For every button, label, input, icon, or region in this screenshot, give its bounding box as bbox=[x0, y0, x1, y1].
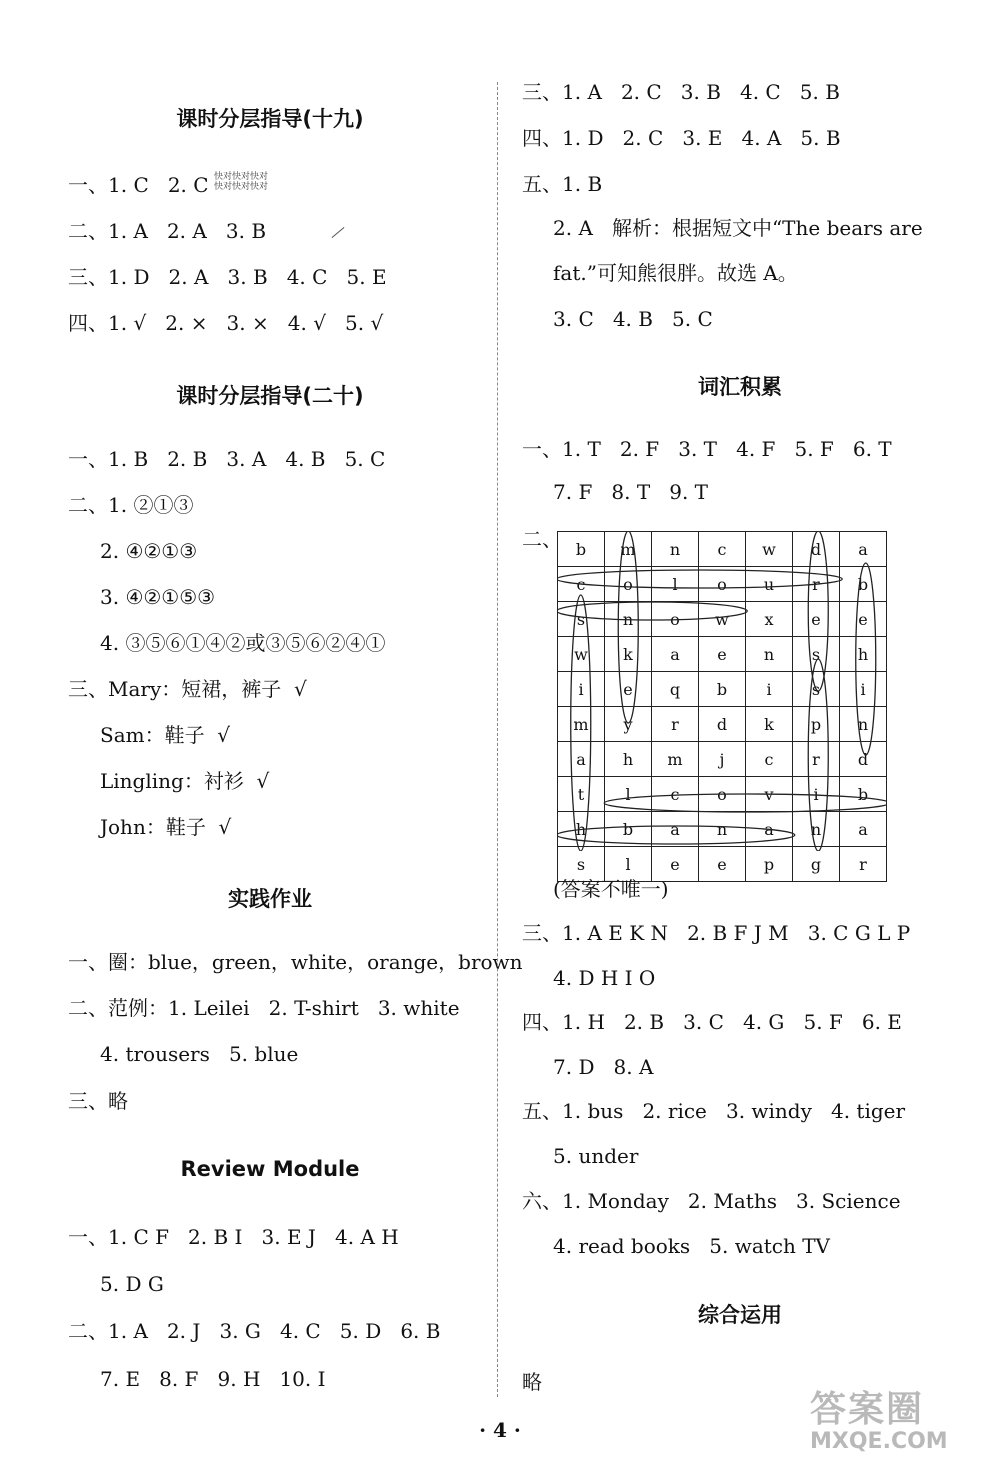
grid-cell: p bbox=[793, 707, 840, 742]
grid-cell: r bbox=[793, 567, 840, 602]
grid-cell: w bbox=[746, 532, 793, 567]
grid-cell: y bbox=[605, 707, 652, 742]
grid-cell: c bbox=[699, 532, 746, 567]
answer-line: 4. trousers 5. blue bbox=[100, 1042, 299, 1066]
heading-lesson-19: 课时分层指导(十九) bbox=[176, 107, 364, 131]
grid-cell: m bbox=[652, 742, 699, 777]
answer-line: 四、1. D 2. C 3. E 4. A 5. B bbox=[522, 126, 841, 150]
answer-line: 7. F 8. T 9. T bbox=[553, 480, 709, 504]
answer-line: 一、1. C 2. C bbox=[68, 173, 209, 197]
grid-cell: w bbox=[558, 637, 605, 672]
answer-line: 四、1. √ 2. × 3. × 4. √ 5. √ bbox=[68, 311, 384, 335]
heading-comprehensive: 综合运用 bbox=[698, 1303, 782, 1327]
grid-cell: e bbox=[699, 637, 746, 672]
grid-cell: d bbox=[840, 742, 887, 777]
grid-cell: w bbox=[699, 602, 746, 637]
answer-line: 一、1. C F 2. B I 3. E J 4. A H bbox=[68, 1225, 399, 1249]
answer-line: 2. A 解析：根据短文中“The bears are bbox=[553, 216, 923, 240]
grid-row bbox=[558, 672, 887, 707]
grid-cell: c bbox=[652, 777, 699, 812]
grid-cell: a bbox=[840, 812, 887, 847]
grid-cell: k bbox=[605, 637, 652, 672]
answer-line: 五、1. bus 2. rice 3. windy 4. tiger bbox=[522, 1099, 906, 1123]
grid-cell: o bbox=[699, 567, 746, 602]
answer-line: 三、1. A E K N 2. B F J M 3. C G L P bbox=[522, 921, 911, 945]
grid-cell: l bbox=[605, 777, 652, 812]
heading-lesson-20: 课时分层指导(二十) bbox=[176, 384, 364, 408]
grid-cell: j bbox=[699, 742, 746, 777]
grid-cell: n bbox=[746, 637, 793, 672]
grid-cell: s bbox=[558, 847, 605, 882]
grid-cell: r bbox=[793, 742, 840, 777]
answer-line: 略 bbox=[522, 1370, 542, 1394]
answer-line: 3. ④②①⑤③ bbox=[100, 585, 216, 609]
grid-cell: l bbox=[605, 847, 652, 882]
grid-cell: q bbox=[652, 672, 699, 707]
grid-row bbox=[558, 742, 887, 777]
grid-cell: s bbox=[793, 637, 840, 672]
grid-cell: o bbox=[699, 777, 746, 812]
watermark-url: MXQE.COM bbox=[810, 1429, 948, 1454]
grid-cell: r bbox=[652, 707, 699, 742]
grid-cell: n bbox=[699, 812, 746, 847]
grid-cell: d bbox=[793, 532, 840, 567]
grid-cell: m bbox=[558, 707, 605, 742]
grid-row bbox=[558, 812, 887, 847]
grid-cell: d bbox=[699, 707, 746, 742]
answer-note: (答案不唯一) bbox=[553, 877, 669, 901]
grid-cell: e bbox=[699, 847, 746, 882]
heading-practice: 实践作业 bbox=[228, 887, 312, 911]
answer-line: 3. C 4. B 5. C bbox=[553, 307, 713, 331]
page-number: · 4 · bbox=[479, 1418, 521, 1442]
answer-line: fat.”可知熊很胖。故选 A。 bbox=[553, 261, 798, 285]
grid-cell: s bbox=[558, 602, 605, 637]
grid-cell: h bbox=[605, 742, 652, 777]
grid-cell: r bbox=[840, 847, 887, 882]
grid-cell: e bbox=[652, 847, 699, 882]
answer-line: 4. read books 5. watch TV bbox=[553, 1234, 831, 1258]
grid-cell: t bbox=[558, 777, 605, 812]
answer-line: 二、1. A 2. A 3. B bbox=[68, 219, 267, 243]
heading-review-module: Review Module bbox=[180, 1157, 360, 1181]
answer-line: 一、圈：blue，green，white，orange，brown bbox=[68, 950, 523, 974]
grid-cell: b bbox=[840, 777, 887, 812]
grid-cell: m bbox=[605, 532, 652, 567]
grid-cell: o bbox=[652, 602, 699, 637]
answer-line: 一、1. B 2. B 3. A 4. B 5. C bbox=[68, 447, 386, 471]
answer-line: 5. under bbox=[553, 1144, 639, 1168]
answer-line: 二、1. A 2. J 3. G 4. C 5. D 6. B bbox=[68, 1319, 441, 1343]
grid-cell: e bbox=[840, 602, 887, 637]
watermark-logo bbox=[810, 1390, 990, 1456]
word-search-table bbox=[557, 531, 887, 882]
answer-line: 二、 bbox=[522, 527, 562, 551]
grid-cell: b bbox=[605, 812, 652, 847]
answer-line: Sam：鞋子 √ bbox=[100, 723, 231, 747]
grid-cell: e bbox=[605, 672, 652, 707]
grid-row bbox=[558, 567, 887, 602]
answer-line: 4. D H I O bbox=[553, 966, 656, 990]
grid-cell: i bbox=[746, 672, 793, 707]
grid-row bbox=[558, 707, 887, 742]
grid-cell: x bbox=[746, 602, 793, 637]
answer-line: 4. ③⑤⑥①④②或③⑤⑥②④① bbox=[100, 631, 386, 655]
grid-cell: a bbox=[840, 532, 887, 567]
grid-cell: n bbox=[840, 707, 887, 742]
pen-mark bbox=[332, 227, 345, 238]
answer-line: 5. D G bbox=[100, 1272, 164, 1296]
answer-line: 五、1. B bbox=[522, 172, 603, 196]
grid-cell: b bbox=[699, 672, 746, 707]
heading-vocabulary: 词汇积累 bbox=[698, 375, 782, 399]
grid-cell: s bbox=[793, 672, 840, 707]
answer-line: 7. D 8. A bbox=[553, 1055, 654, 1079]
grid-cell: e bbox=[793, 602, 840, 637]
grid-cell: g bbox=[793, 847, 840, 882]
grid-cell: c bbox=[558, 567, 605, 602]
answer-line: John：鞋子 √ bbox=[100, 815, 232, 839]
grid-row bbox=[558, 532, 887, 567]
answer-line: 二、1. ②①③ bbox=[68, 493, 194, 517]
grid-cell: b bbox=[840, 567, 887, 602]
grid-cell: i bbox=[558, 672, 605, 707]
grid-cell: v bbox=[746, 777, 793, 812]
grid-cell: h bbox=[558, 812, 605, 847]
answer-line: 三、1. A 2. C 3. B 4. C 5. B bbox=[522, 80, 840, 104]
answer-line: Lingling：衬衫 √ bbox=[100, 769, 270, 793]
answer-line: 三、1. D 2. A 3. B 4. C 5. E bbox=[68, 265, 387, 289]
grid-row bbox=[558, 777, 887, 812]
grid-cell: h bbox=[840, 637, 887, 672]
grid-cell: i bbox=[840, 672, 887, 707]
grid-cell: l bbox=[652, 567, 699, 602]
answer-line: 六、1. Monday 2. Maths 3. Science bbox=[522, 1189, 901, 1213]
answer-line: 三、Mary：短裙，裤子 √ bbox=[68, 677, 307, 701]
grid-cell: n bbox=[793, 812, 840, 847]
grid-cell: a bbox=[652, 812, 699, 847]
watermark-text: 答案圈 bbox=[810, 1389, 925, 1430]
answer-line: 二、范例：1. Leilei 2. T-shirt 3. white bbox=[68, 996, 460, 1020]
answer-line: 7. E 8. F 9. H 10. I bbox=[100, 1367, 326, 1391]
grid-cell: n bbox=[605, 602, 652, 637]
column-divider bbox=[497, 82, 498, 1397]
grid-cell: u bbox=[746, 567, 793, 602]
answer-line: 三、略 bbox=[68, 1089, 128, 1113]
grid-cell: a bbox=[746, 812, 793, 847]
grid-cell: c bbox=[746, 742, 793, 777]
grid-row bbox=[558, 602, 887, 637]
grid-cell: a bbox=[652, 637, 699, 672]
answer-line: 一、1. T 2. F 3. T 4. F 5. F 6. T bbox=[522, 437, 892, 461]
grid-cell: p bbox=[746, 847, 793, 882]
grid-cell: a bbox=[558, 742, 605, 777]
grid-cell: b bbox=[558, 532, 605, 567]
word-search-grid bbox=[557, 531, 887, 882]
grid-cell: n bbox=[652, 532, 699, 567]
answer-line: 2. ④②①③ bbox=[100, 539, 198, 563]
grid-row bbox=[558, 637, 887, 672]
grid-cell: k bbox=[746, 707, 793, 742]
grid-cell: o bbox=[605, 567, 652, 602]
answer-line: 四、1. H 2. B 3. C 4. G 5. F 6. E bbox=[522, 1010, 902, 1034]
handwritten-note: 快对快对快对 快对快对快对 bbox=[214, 172, 269, 192]
grid-cell: i bbox=[793, 777, 840, 812]
